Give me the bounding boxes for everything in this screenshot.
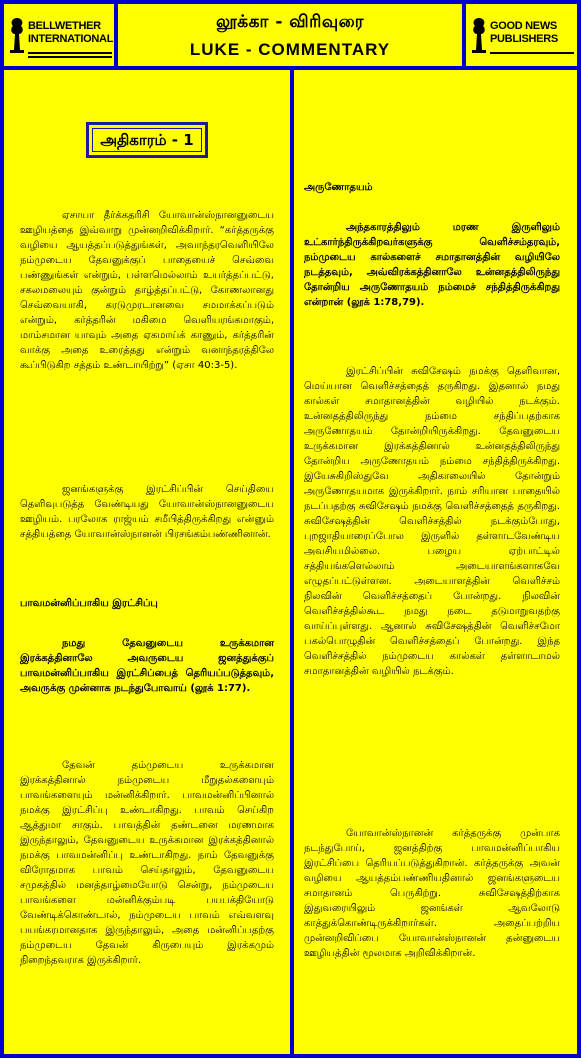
ram-icon <box>470 16 488 54</box>
header-left-logo-panel <box>4 4 114 66</box>
right-para-2 <box>304 826 560 961</box>
good-news-logo <box>470 14 574 58</box>
ram-icon <box>8 16 26 54</box>
bellwether-logo <box>8 14 112 58</box>
chapter-label: அதிகாரம் - 1 <box>86 122 208 158</box>
logo-left-line1: BELLWETHER <box>28 20 101 32</box>
paragraph: ஜனங்களுக்கு இரட்சிப்பின் செய்தியை தெளிவுபடுத்த வேண்டியது யோவான்ஸ்நானனுடைய ஊழியம். பரலோக ராஜ்யம் சமீபித்திருக்கிறது என்னும் சத்தியத்தை யோவான்ஸ்நானன் பிரசங்கம்பண்ணினான். <box>20 484 274 540</box>
left-para-2 <box>20 482 274 542</box>
left-para-1 <box>20 208 274 373</box>
right-para-1 <box>304 364 560 679</box>
left-column <box>4 70 290 1054</box>
logo-rule <box>28 52 112 54</box>
logo-right-line2: PUBLISHERS <box>490 33 558 45</box>
title-tamil: லூக்கா - விரிவுரை <box>215 12 365 32</box>
logo-rule <box>28 56 112 58</box>
right-scripture-quote <box>304 220 560 310</box>
left-scripture-quote <box>20 636 274 696</box>
paragraph: இரட்சிப்பின் சுவிசேஷம் நமக்கு தெளிவான, மெய்யான வெளிச்சத்தைத் தருகிறது. இதனால் நமது கால்கள் சமாதானத்தின் வழியில் நடக்கும். உன்னதத்திலிருந்து நம்மை சந்திப்பதற்காக அருணோதயம் தோன்றியிருக்கிறது. தேவனுடைய உருக்கமான இரக்கத்தினால் உன்னதத்திலிருந்து தோன்றிய அருணோதயம் நம்மை சந்தித்திருக்கிறது. இயேசுகிறிஸ்துவே அதிகாலையில் தோன்றும் அருணோதயமாக இருக்கிறார். நாம் சரியான பாதையில் நடப்பதற்கு சுவிசேஷம் நமக்கு வெளிச்சத்தைத் தருகிறது. சுவிசேஷத்தின் வெளிச்சத்தில் நடக்கும்போது, புறஜாதியாரைப்போல இருளில் தள்ளாடவேண்டிய அவசியமில்லை. பழைய ஏற்பாட்டில் சத்தியங்களெல்லாம் அடையாளங்களாகவே எழுதப்பட்டுள்ளன. அடையாளத்தின் வெளிச்சம் நிலவின் வெளிச்சத்தைப் போன்றது. நிலவின் வெளிச்சத்தில்கூட நமது நடை தடுமாறுவதற்கு வாய்ப்புள்ளது. ஆனால் சுவிசேஷத்தின் வெளிச்சமோ பகல்பொழுதின் வெளிச்சத்தைப் போன்றது. இந்த வெளிச்சத்தில் நம்முடைய கால்கள் தள்ளாடாமல் சமாதானத்தின் வழியில் நடக்கும். <box>304 366 560 677</box>
header-title-panel <box>118 4 462 66</box>
left-para-3 <box>20 758 274 968</box>
right-section-heading: அருணோதயம் <box>304 182 373 193</box>
left-section-heading: பாவமன்னிப்பாகிய இரட்சிப்பு <box>20 598 158 609</box>
right-column <box>294 70 577 1054</box>
logo-left-line2: INTERNATIONAL <box>28 33 114 45</box>
paragraph: ஏசாயா தீர்க்கதரிசி யோவான்ஸ்நானனுடைய ஊழியத்தை இவ்வாறு முன்னறிவிக்கிறார். “கர்த்தருக்கு வழியை ஆயத்தப்படுத்துங்கள், அவாந்தரவெளியிலே நம்முடைய தேவனுக்குப் பாதையைச் செவ்வை பண்ணுங்கள் என்றும், பள்ளமெல்லாம் உயர்த்தப்பட்டு, சகலமலையும் குன்றும் தாழ்த்தப்பட்டு, கோணலானது செவ்வையாகி, கரடுமுரடானவை சமமாக்கப்படும் என்றும், கர்த்தரின் மகிமை வெளியரங்கமாகும், மாம்சமான யாவும் அதை ஏகமாய்க் காணும், கர்த்தரின் வாக்கு அதை உரைத்தது என்றும் வனாந்தரத்திலே கூப்பிடுகிற சத்தம் உண்டாயிற்று” (ஏசா 40:3-5). <box>20 210 274 371</box>
title-english: LUKE - COMMENTARY <box>189 40 391 59</box>
header-right-logo-panel <box>466 4 577 66</box>
paragraph: தேவன் தம்முடைய உருக்கமான இரக்கத்தினால் நம்முடைய மீறுதல்களையும் பாவங்களையும் மன்னிக்கிறார். பாவமன்னிப்பினால் நமக்கு இரட்சிப்பு உண்டாகிறது. பாவம் செய்கிற ஆத்துமா சாகும். பாவத்தின் தண்டனை மரணமாக இருந்தாலும், தேவனுடைய உருக்கமான இரக்கத்தினால் நமக்கு பாவமன்னிப்பு உண்டாகிறது. நாம் தேவனுக்கு விரோதமாக பாவம் செய்தாலும், தேவனுடைய சமுகத்தில் மனத்தாழ்மையோடு சென்று, நம்முடைய பாவங்களை மன்னிக்கும்படி பயபக்தியோடு வேண்டிக்கொண்டால், நம்முடைய பாவம் எவ்வளவு பயங்கரமானதாக இருந்தாலும், அதை மன்னிப்பதற்கு நம்முடைய தேவன் கிருபையும் இரக்கமும் நிறைந்தவராக இருக்கிறார். <box>20 760 274 966</box>
logo-right-line1: GOOD NEWS <box>490 20 557 32</box>
quote-text: நமது தேவனுடைய உருக்கமான இரக்கத்தினாலே அவருடைய ஜனத்துக்குப் பாவமன்னிப்பாகிய இரட்சிப்பைத் தெரியப்படுத்தவும், அவருக்கு முன்னாக நடந்துபோவாய் (லூக் 1:77). <box>20 638 274 694</box>
paragraph: யோவான்ஸ்நானன் கர்த்தருக்கு முன்பாக நடந்துபோய், ஜனத்திற்கு பாவமன்னிப்பாகிய இரட்சிப்பை தெரியப்படுத்துகிறான். கர்த்தருக்கு அவன் வழியை ஆயத்தம்பண்ணியதினால் ஜனங்களுடைய சமாதானம் பெருகிற்று. சுவிசேஷத்திற்காக இதுவரையிலும் ஜனங்கள் ஆவலோடு காத்துக்கொண்டிருக்கிறார்கள். அதைப்பற்றிய முன்னறிவிப்பை யோவான்ஸ்நானன் தன்னுடைய ஊழியத்தின் மூலமாக அறிவிக்கிறான். <box>304 828 560 959</box>
logo-rule <box>490 52 574 54</box>
quote-text: அந்தகாரத்திலும் மரண இருளிலும் உட்கார்ந்திருக்கிறவர்களுக்கு வெளிச்சம்தரவும், நம்முடைய கால்களைச் சமாதானத்தின் வழியிலே நடத்தவும், அவ்விரக்கத்தினாலே உன்னதத்திலிருந்து தோன்றிய அருணோதயம் நம்மைச் சந்தித்திருக்கிறது என்றான் (லூக் 1:78,79). <box>304 222 560 308</box>
